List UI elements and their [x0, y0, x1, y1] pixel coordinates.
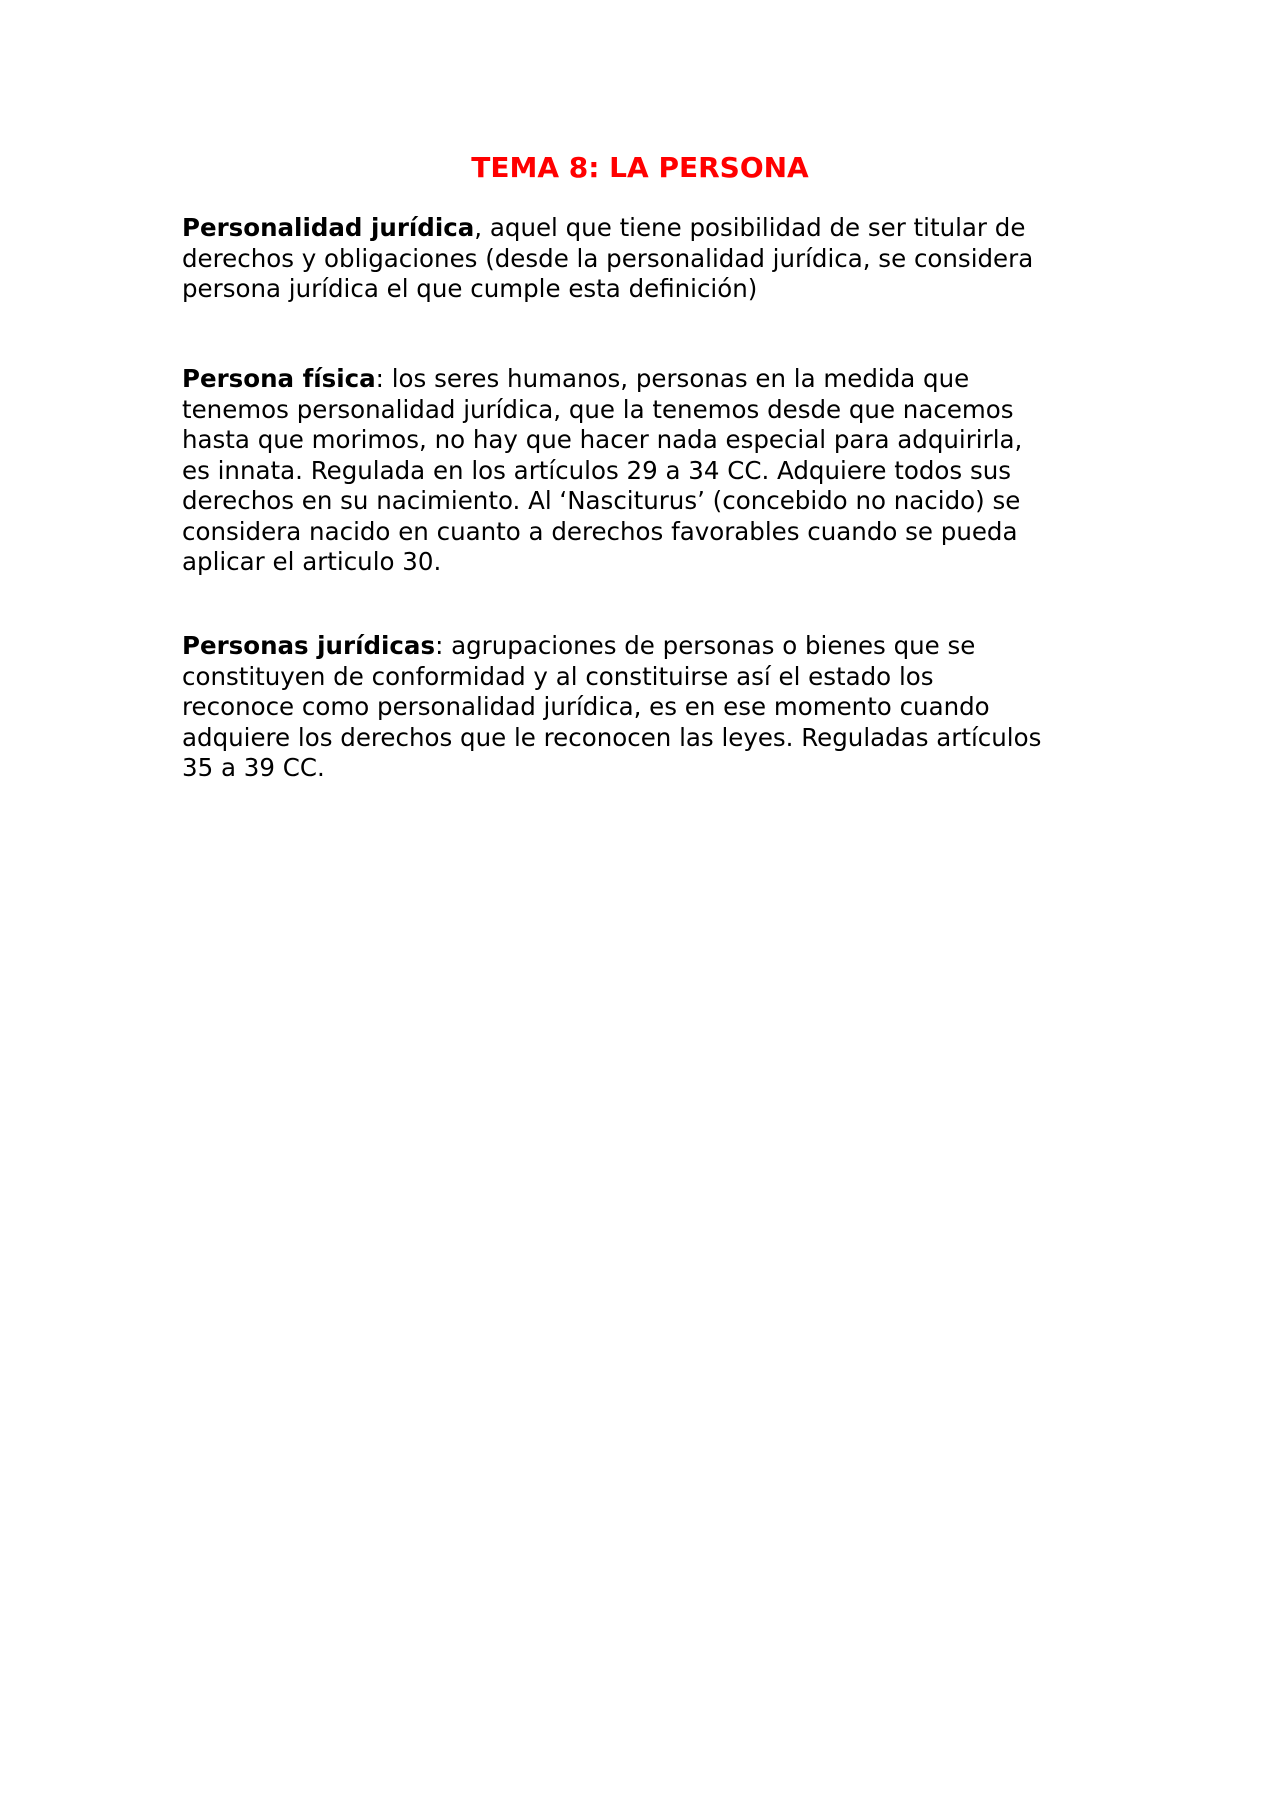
- definition-personas-juridicas: : agrupaciones de personas o bienes que se constituyen de conformidad y al constituirse así el estado los reconoce como personalidad jurídica, es en ese momento cuando adquiere los derechos que le reconocen las leyes. Reguladas artículos 35 a 39 CC.: [182, 631, 1042, 782]
- paragraph-persona-fisica: [182, 364, 1102, 578]
- definition-persona-fisica: : los seres humanos, personas en la medida que tenemos personalidad jurídica, que la tenemos desde que nacemos hasta que morimos, no hay que hacer nada especial para adquirirla, es innata. Regulada en los artículos 29 a 34 CC. Adquiere todos sus derechos en su nacimiento. Al ‘Nasciturus’ (concebido no nacido) se considera nacido en cuanto a derechos favorables cuando se pueda aplicar el articulo 30.: [182, 364, 1023, 576]
- term-personalidad-juridica: Personalidad jurídica: [182, 213, 475, 242]
- paragraph-personas-juridicas: [182, 631, 1102, 784]
- paragraph-personalidad-juridica: [182, 213, 1102, 305]
- term-personas-juridicas: Personas jurídicas: [182, 631, 436, 660]
- term-persona-fisica: Persona física: [182, 364, 376, 393]
- document-title: TEMA 8: LA PERSONA: [471, 151, 809, 184]
- definition-personalidad-juridica: , aquel que tiene posibilidad de ser titular de derechos y obligaciones (desde la personalidad jurídica, se considera persona jurídica el que cumple esta definición): [182, 213, 1034, 303]
